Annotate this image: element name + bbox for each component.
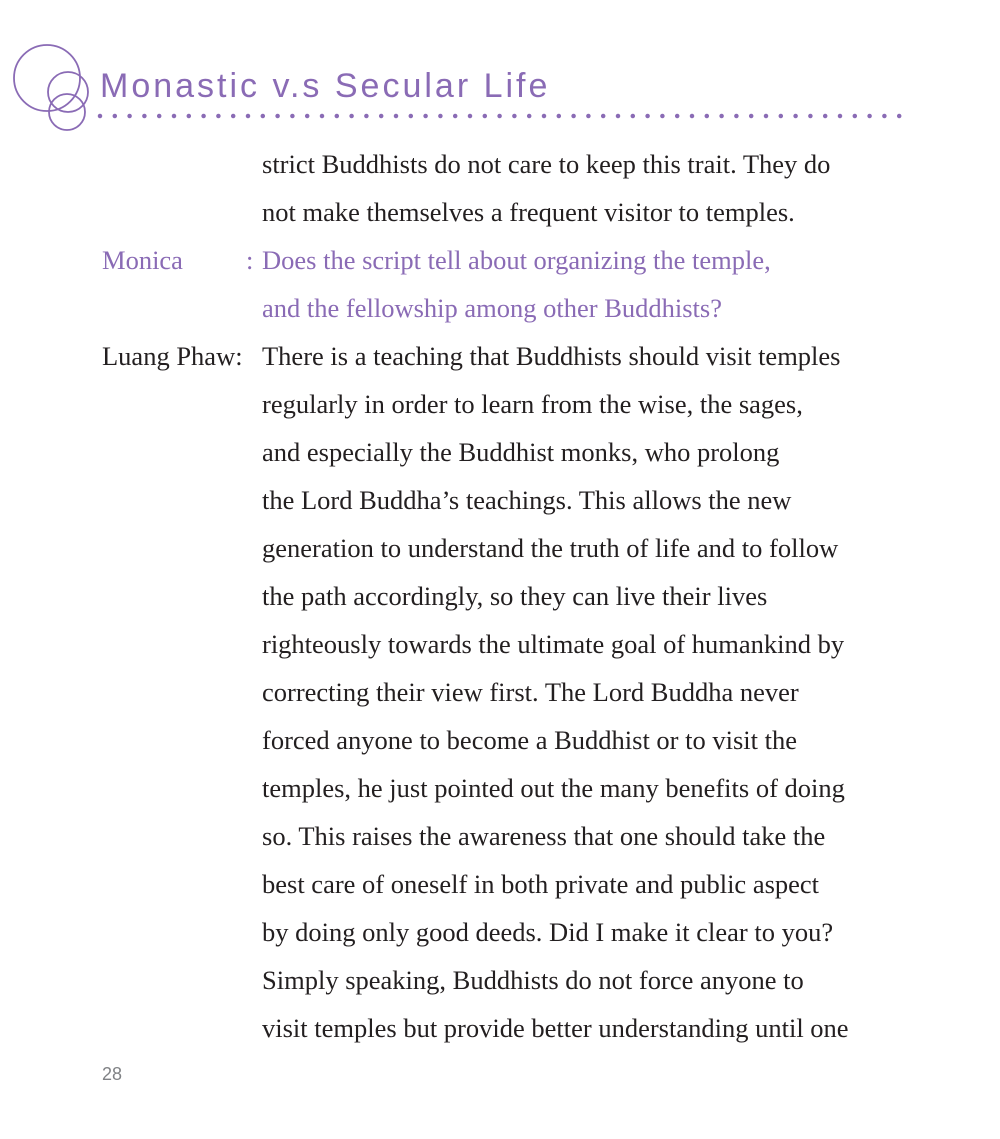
answer-line: forced anyone to become a Buddhist or to visit the: [262, 725, 798, 755]
answer-line: best care of oneself in both private and public aspect: [262, 869, 820, 899]
answer-line: temples, he just pointed out the many benefits of doing: [262, 773, 845, 803]
answer-line: There is a teaching that Buddhists should visit temples: [262, 341, 841, 371]
question-line: and the fellowship among other Buddhists?: [262, 293, 722, 323]
speaker-monica: Monica: [102, 245, 183, 275]
question-line: Does the script tell about organizing the temple,: [262, 245, 771, 275]
text-line: not make themselves a frequent visitor to temples.: [262, 197, 795, 227]
answer-line: regularly in order to learn from the wise, the sages,: [262, 389, 803, 419]
interlocking-circles-logo-icon: [12, 40, 102, 135]
answer-line: so. This raises the awareness that one should take the: [262, 821, 826, 851]
page-number: 28: [102, 1064, 123, 1084]
answer-line: Simply speaking, Buddhists do not force anyone to: [262, 965, 804, 995]
answer-line: righteously towards the ultimate goal of humankind by: [262, 629, 845, 659]
speaker-colon: :: [246, 245, 254, 275]
answer-line: correcting their view first. The Lord Buddha never: [262, 677, 799, 707]
answer-line: the Lord Buddha’s teachings. This allows the new: [262, 485, 792, 515]
answer-line: by doing only good deeds. Did I make it clear to you?: [262, 917, 834, 947]
answer-line: and especially the Buddhist monks, who prolong: [262, 437, 780, 467]
answer-line: the path accordingly, so they can live their lives: [262, 581, 768, 611]
page-title: Monastic v.s Secular Life: [100, 67, 551, 105]
speaker-luang-phaw: Luang Phaw:: [102, 341, 243, 371]
text-line: strict Buddhists do not care to keep this trait. They do: [262, 149, 831, 179]
dotted-divider: [94, 110, 904, 122]
answer-line: visit temples but provide better understanding until one: [262, 1013, 849, 1043]
answer-line: generation to understand the truth of life and to follow: [262, 533, 839, 563]
